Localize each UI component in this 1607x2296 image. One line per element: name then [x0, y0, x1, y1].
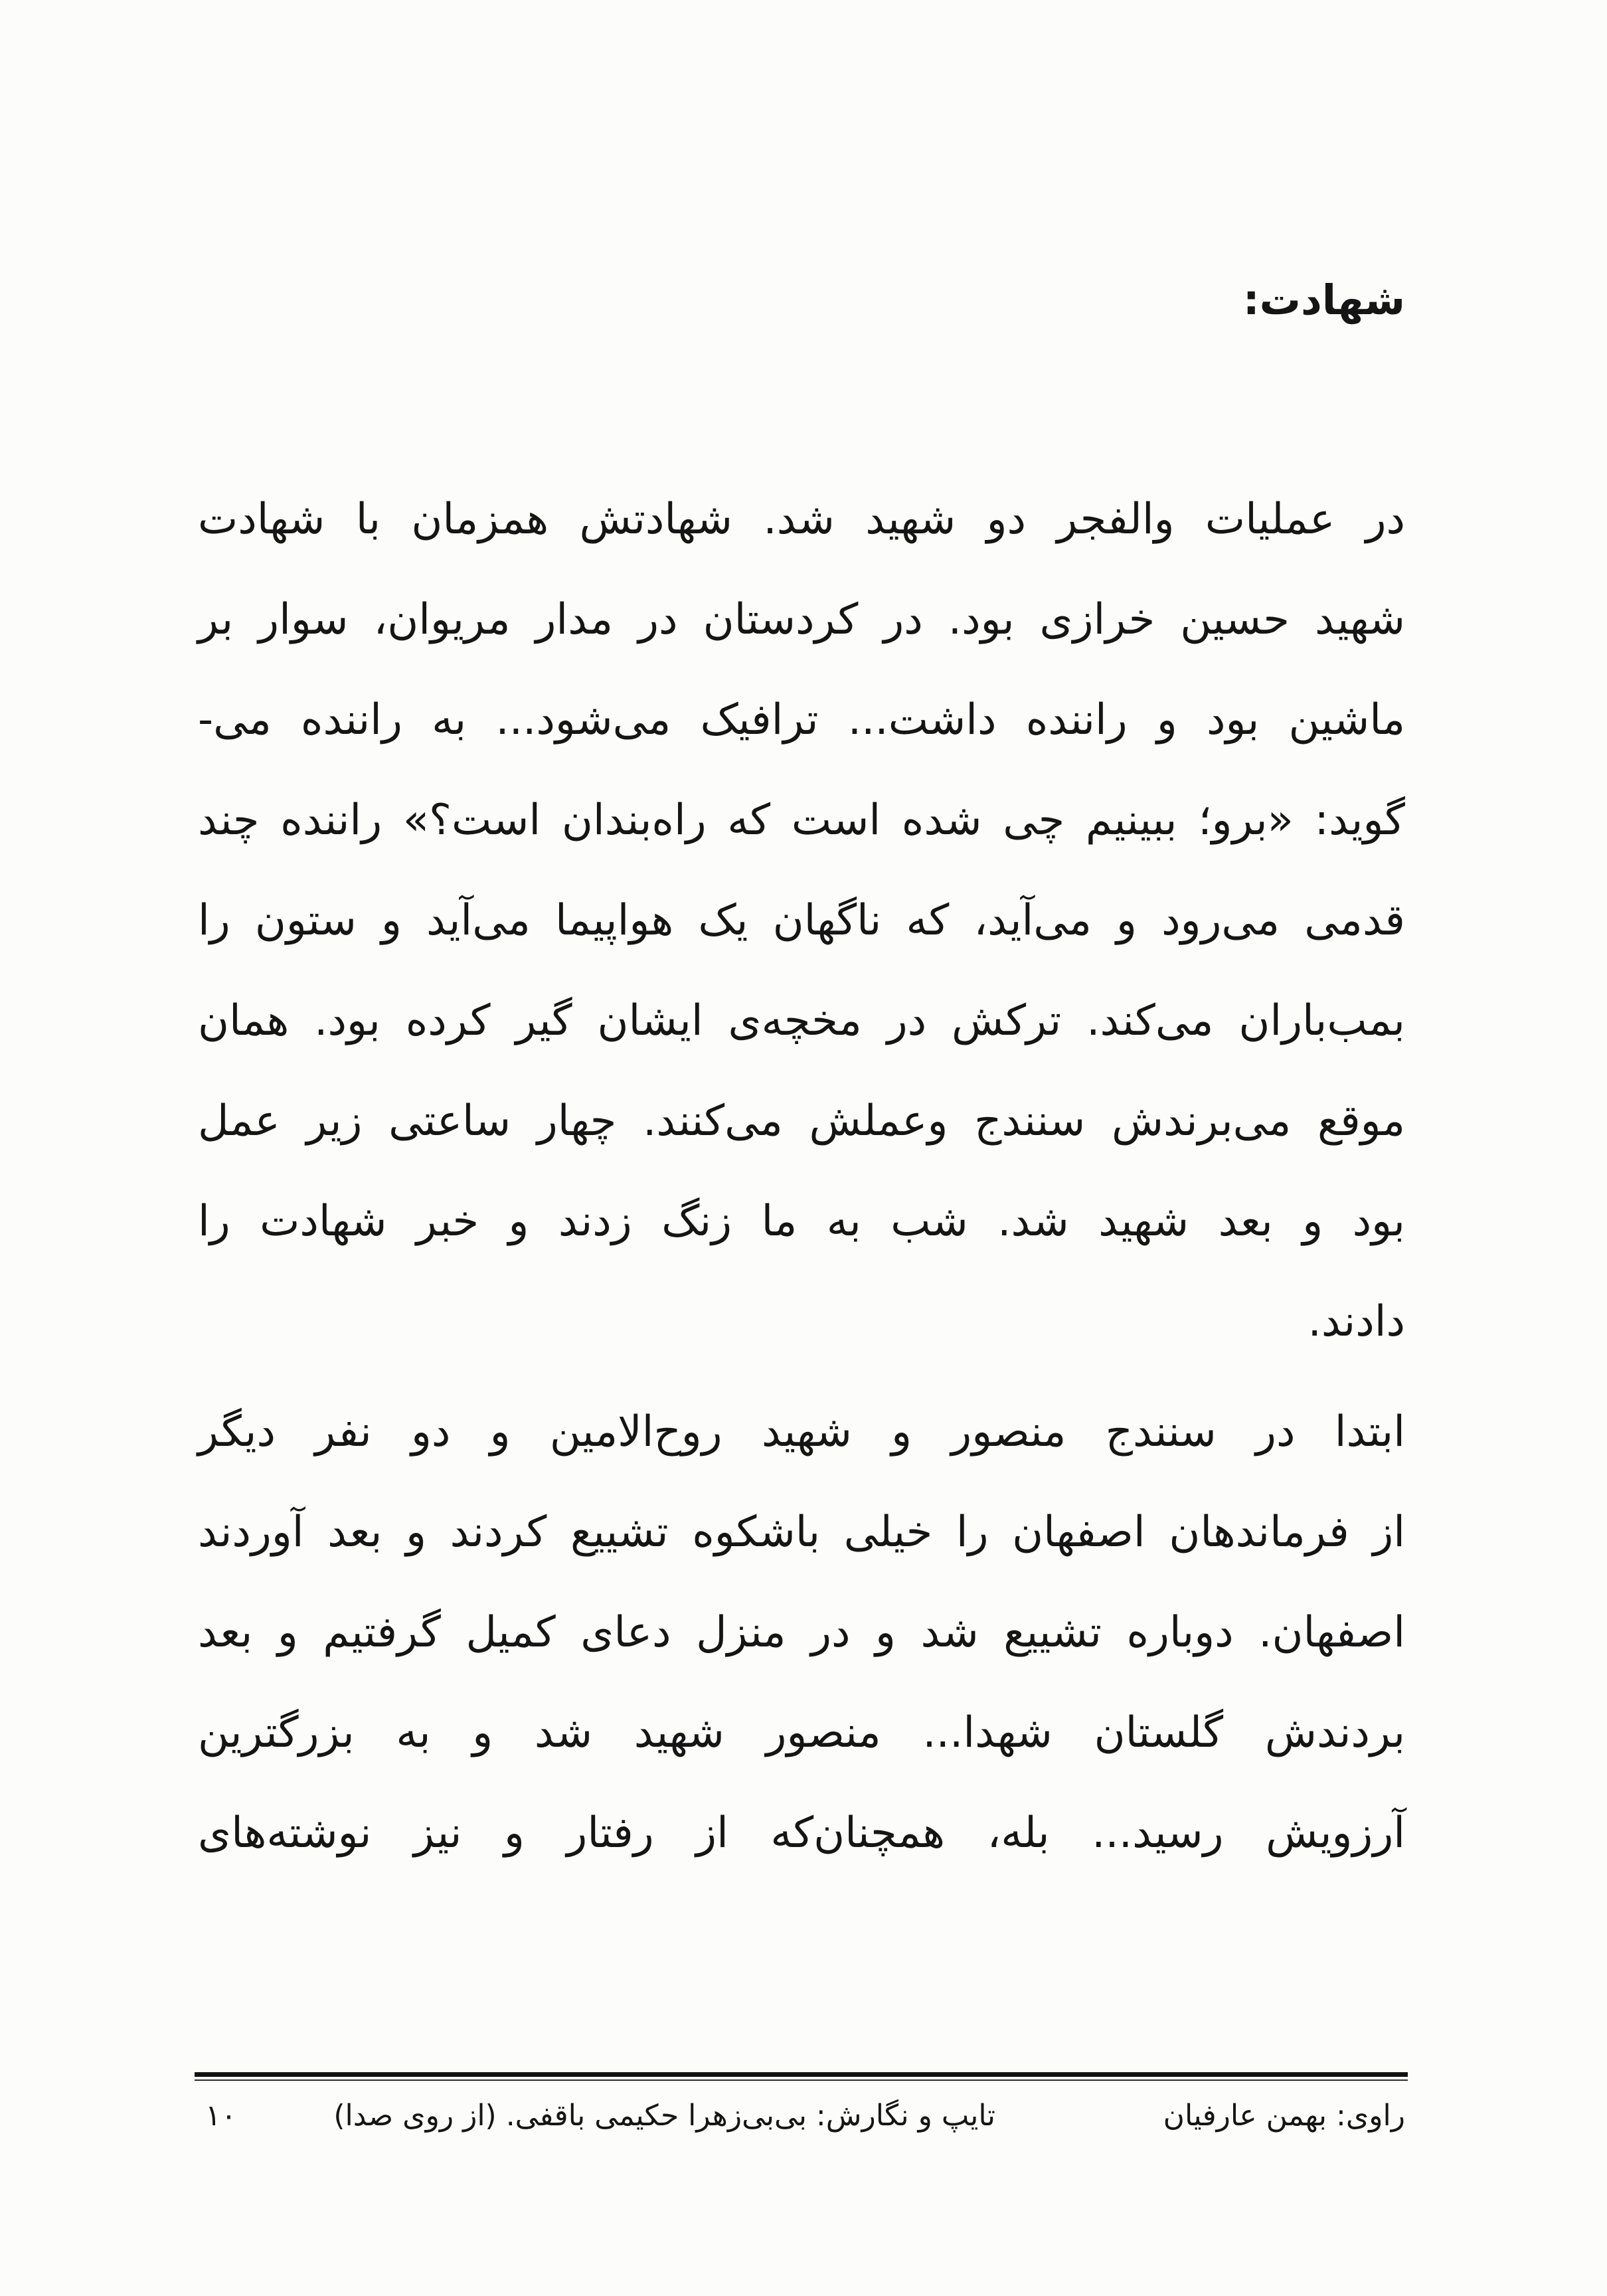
paragraph-line: اصفهان. دوباره تشییع شد و در منزل دعای کمیل گرفتیم و بعد	[198, 1608, 1405, 1657]
section-heading: شهادت:	[1242, 276, 1405, 324]
paragraph-line: شهید حسین خرازی بود. در کردستان در مدار مریوان، سوار بر	[198, 595, 1405, 644]
footer-narrator: راوی: بهمن عارفیان	[1163, 2099, 1405, 2133]
paragraph-line: قدمی می‌رود و می‌آید، که ناگهان یک هواپیما می‌آید و ستون را	[198, 896, 1405, 945]
paragraph-line: از فرماندهان اصفهان را خیلی باشکوه تشییع کردند و بعد آوردند	[198, 1508, 1405, 1557]
page-number: ۱۰	[205, 2099, 237, 2133]
paragraph-line: گوید: «برو؛ ببینیم چی شده است که راه‌بندان است؟» راننده چند	[198, 796, 1405, 845]
footer-rule-thin	[195, 2079, 1408, 2081]
paragraph-line: بردندش گلستان شهدا... منصور شهید شد و به بزرگترین	[198, 1708, 1405, 1757]
paragraph-line: موقع می‌برندش سنندج وعملش می‌کنند. چهار ساعتی زیر عمل	[198, 1097, 1405, 1146]
paragraph-line: آرزویش رسید... بله، همچنان‌که از رفتار و نیز نوشته‌های	[198, 1809, 1405, 1858]
paragraph-line: در عملیات والفجر دو شهید شد. شهادتش همزمان با شهادت	[198, 495, 1405, 544]
footer-rule	[195, 2072, 1408, 2077]
paragraph-2	[198, 1382, 1405, 1884]
paragraph-line: دادند.	[1308, 1297, 1405, 1346]
footer-typist: تایپ و نگارش: بی‌بی‌زهرا حکیمی باقفی. (از روی صدا)	[333, 2099, 995, 2133]
paragraph-line: بود و بعد شهید شد. شب به ما زنگ زدند و خبر شهادت را	[198, 1197, 1405, 1246]
paragraph-line: بمب‌باران می‌کند. ترکش در مخچه‌ی ایشان گیر کرده بود. همان	[198, 996, 1405, 1045]
paragraph-1	[198, 470, 1405, 1372]
paragraph-line: ماشین بود و راننده داشت... ترافیک می‌شود... به راننده می-	[198, 695, 1405, 745]
paragraph-line: ابتدا در سنندج منصور و شهید روح‌الامین و دو نفر دیگر	[198, 1407, 1405, 1457]
